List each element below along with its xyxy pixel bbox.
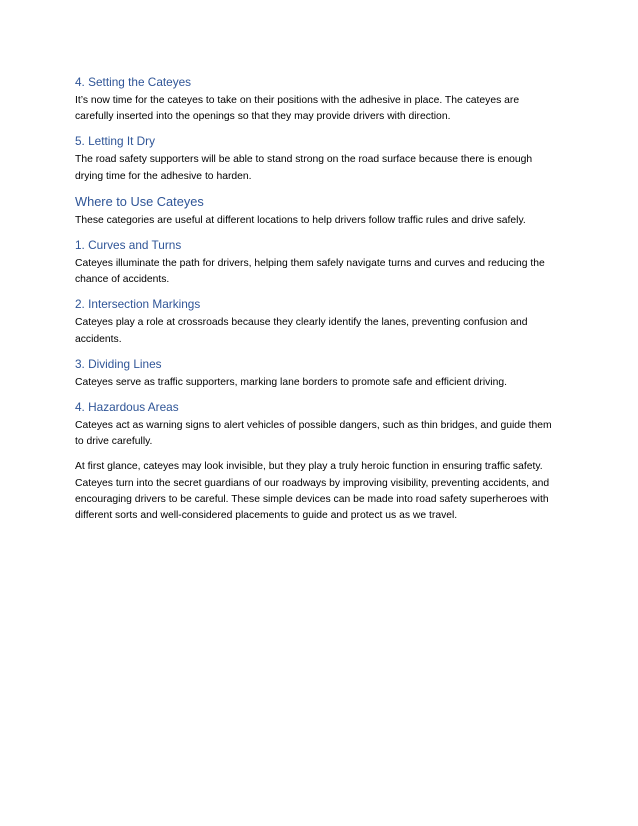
section-letting-it-dry — [75, 134, 558, 184]
use-paragraph: Cateyes act as warning signs to alert vehicles of possible dangers, such as thin bridges, and guide them to drive carefully. — [75, 420, 552, 448]
major-heading: Where to Use Cateyes — [75, 193, 204, 209]
use-intersection-markings — [75, 297, 558, 347]
major-paragraph: These categories are useful at different locations to help drivers follow traffic rules and drive safely. — [75, 214, 526, 226]
use-paragraph: Cateyes serve as traffic supporters, marking lane borders to promote safe and efficient driving. — [75, 376, 507, 388]
use-heading: 4. Hazardous Areas — [75, 400, 179, 415]
section-where-to-use — [75, 194, 558, 229]
section-heading: 4. Setting the Cateyes — [75, 75, 192, 89]
use-dividing-lines — [75, 357, 558, 391]
use-heading: 2. Intersection Markings — [75, 297, 201, 312]
section-heading: 5. Letting It Dry — [75, 134, 155, 149]
closing-paragraph: At first glance, cateyes may look invisible, but they play a truly heroic function in ensuring traffic safety. Cateyes turn into the secret guardians of our roadways by improving visibility, preventing accidents, and encouraging drivers to be careful. These simple devices can be made into road safety superheroes with different sorts and well-considered placements to guide and protect us as we travel. — [75, 461, 550, 522]
section-paragraph: The road safety supporters will be able to stand strong on the road surface because there is enough drying time for the adhesive to harden. — [75, 154, 533, 182]
use-paragraph: Cateyes play a role at crossroads because they clearly identify the lanes, preventing confusion and accidents. — [75, 317, 528, 345]
use-curves-and-turns — [75, 238, 558, 288]
section-paragraph: It’s now time for the cateyes to take on their positions with the adhesive in place. The cateyes are carefully inserted into the openings so that they may provide drivers with direction. — [75, 95, 520, 123]
use-heading: 3. Dividing Lines — [75, 356, 162, 371]
section-setting-cateyes — [75, 75, 558, 125]
use-paragraph: Cateyes illuminate the path for drivers, helping them safely navigate turns and curves and reducing the chance of accidents. — [75, 258, 545, 286]
use-hazardous-areas — [75, 400, 558, 450]
use-heading: 1. Curves and Turns — [75, 238, 182, 253]
